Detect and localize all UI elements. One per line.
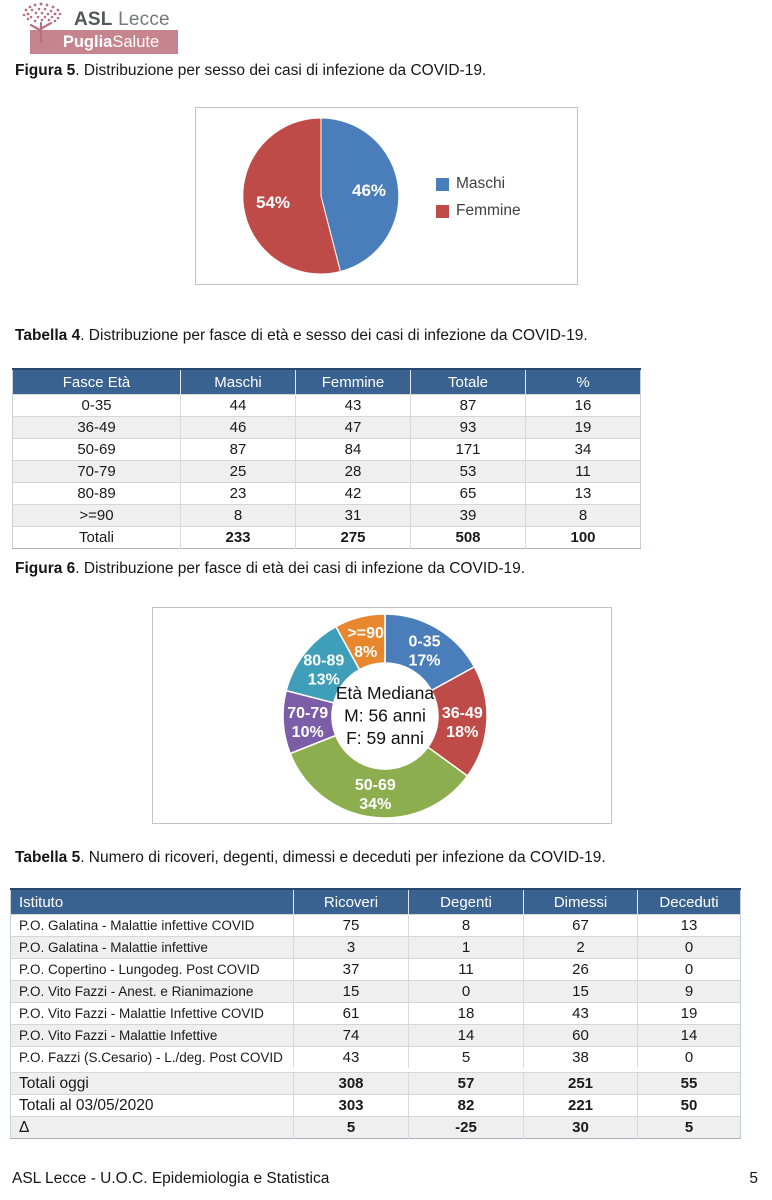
table-cell: 171	[411, 439, 526, 461]
table-cell: 93	[411, 417, 526, 439]
table-cell: P.O. Copertino - Lungodeg. Post COVID	[11, 959, 294, 981]
asl-text: ASL	[74, 9, 113, 30]
table-cell: 0	[638, 1047, 741, 1069]
totals-cell: 508	[411, 527, 526, 549]
table-cell: P.O. Vito Fazzi - Malattie Infettive	[11, 1025, 294, 1047]
table-cell: 34	[526, 439, 641, 461]
pie-data-label: 54%	[255, 193, 291, 213]
table-cell: 46	[181, 417, 296, 439]
age-distribution-donut	[153, 608, 611, 823]
figura5-pie-chart	[195, 107, 578, 285]
table-cell: 37	[294, 959, 409, 981]
table-cell: 15	[294, 981, 409, 1003]
table-cell: 19	[526, 417, 641, 439]
table-row	[11, 959, 741, 981]
table-row	[11, 1025, 741, 1047]
totals-cell: 275	[296, 527, 411, 549]
totals-cell: 303	[294, 1095, 409, 1117]
donut-data-label: 70-79 10%	[287, 704, 329, 741]
donut-center-text: M: 56 anni	[344, 705, 426, 726]
table-cell: 5	[409, 1047, 524, 1069]
table-cell: 42	[296, 483, 411, 505]
table-cell: 87	[181, 439, 296, 461]
totals-cell: 57	[409, 1073, 524, 1095]
legend-item	[436, 202, 521, 220]
table-row	[11, 981, 741, 1003]
table-cell: 47	[296, 417, 411, 439]
column-header: Fasce Età	[13, 369, 181, 395]
table-cell: 28	[296, 461, 411, 483]
table-cell: 44	[181, 395, 296, 417]
table-cell: 9	[638, 981, 741, 1003]
column-header: Totale	[411, 369, 526, 395]
totals-cell: 308	[294, 1073, 409, 1095]
tabella4-caption: Tabella 4. Distribuzione per fasce di età e sesso dei casi di infezione da COVID-19.	[15, 327, 588, 344]
totals-cell: 221	[524, 1095, 638, 1117]
table-cell: 0-35	[13, 395, 181, 417]
column-header: %	[526, 369, 641, 395]
legend-item	[436, 175, 521, 193]
table-cell: 16	[526, 395, 641, 417]
table-cell: 43	[294, 1047, 409, 1069]
table-cell: 0	[638, 959, 741, 981]
table-cell: 74	[294, 1025, 409, 1047]
table-cell: 61	[294, 1003, 409, 1025]
table-cell: 84	[296, 439, 411, 461]
table-cell: 8	[526, 505, 641, 527]
legend-swatch	[436, 205, 449, 218]
totals-cell: 30	[524, 1117, 638, 1139]
table-row	[11, 915, 741, 937]
table-row	[13, 483, 641, 505]
totals-cell: 50	[638, 1095, 741, 1117]
table-cell: 43	[296, 395, 411, 417]
table-row	[13, 461, 641, 483]
age-sex-table	[12, 368, 641, 549]
donut-data-label: 80-89 13%	[303, 652, 345, 689]
asl-lecce-wordmark	[74, 9, 170, 31]
totals-cell: 82	[409, 1095, 524, 1117]
lecce-text: Lecce	[118, 9, 170, 30]
legend-swatch	[436, 178, 449, 191]
column-header: Deceduti	[638, 889, 741, 915]
table-cell: 75	[294, 915, 409, 937]
table-row	[13, 395, 641, 417]
footer-text: ASL Lecce - U.O.C. Epidemiologia e Statistica	[12, 1170, 330, 1187]
table-cell: 26	[524, 959, 638, 981]
totals-row	[11, 1073, 741, 1095]
page-number: 5	[749, 1170, 758, 1187]
table-cell: 0	[638, 937, 741, 959]
table-cell: 13	[526, 483, 641, 505]
table-cell: 70-79	[13, 461, 181, 483]
figura6-donut-chart	[152, 607, 612, 824]
table-cell: 87	[411, 395, 526, 417]
table-cell: 65	[411, 483, 526, 505]
totals-cell: 5	[638, 1117, 741, 1139]
asl-lecce-logo	[12, 0, 212, 60]
table-cell: 50-69	[13, 439, 181, 461]
donut-center-text: Età Mediana	[335, 683, 435, 703]
hospitals-table	[10, 888, 741, 1139]
donut-center-text: F: 59 anni	[346, 728, 424, 748]
table-cell: 31	[296, 505, 411, 527]
table-row	[13, 505, 641, 527]
totals-cell: 233	[181, 527, 296, 549]
totals-cell: Totali oggi	[11, 1073, 294, 1095]
totals-row	[11, 1117, 741, 1139]
table-cell: 23	[181, 483, 296, 505]
totals-cell: 251	[524, 1073, 638, 1095]
table-cell: 43	[524, 1003, 638, 1025]
table-cell: 25	[181, 461, 296, 483]
table-row	[11, 937, 741, 959]
table-cell: 14	[638, 1025, 741, 1047]
totals-cell: Totali	[13, 527, 181, 549]
legend-label: Femmine	[456, 202, 521, 219]
totals-cell: 5	[294, 1117, 409, 1139]
column-header: Dimessi	[524, 889, 638, 915]
table-cell: P.O. Vito Fazzi - Malattie Infettive COVID	[11, 1003, 294, 1025]
table-cell: 3	[294, 937, 409, 959]
figura5-caption: Figura 5. Distribuzione per sesso dei casi di infezione da COVID-19.	[15, 62, 487, 79]
table-cell: 11	[409, 959, 524, 981]
table-cell: 18	[409, 1003, 524, 1025]
table-cell: 14	[409, 1025, 524, 1047]
donut-data-label: 0-35 17%	[408, 633, 441, 670]
totals-row	[11, 1095, 741, 1117]
table-row	[13, 417, 641, 439]
table-cell: P.O. Galatina - Malattie infettive	[11, 937, 294, 959]
table-row	[11, 1003, 741, 1025]
column-header: Femmine	[296, 369, 411, 395]
table-cell: 53	[411, 461, 526, 483]
table-cell: 1	[409, 937, 524, 959]
table-cell: 67	[524, 915, 638, 937]
column-header: Degenti	[409, 889, 524, 915]
figura6-caption: Figura 6. Distribuzione per fasce di età dei casi di infezione da COVID-19.	[15, 560, 526, 577]
table-cell: P.O. Fazzi (S.Cesario) - L./deg. Post COVID	[11, 1047, 294, 1069]
totals-cell: Totali al 03/05/2020	[11, 1095, 294, 1117]
table-cell: 15	[524, 981, 638, 1003]
table-cell: 13	[638, 915, 741, 937]
salute-text: Salute	[112, 32, 160, 51]
column-header: Maschi	[181, 369, 296, 395]
table-cell: 38	[524, 1047, 638, 1069]
table-cell: 60	[524, 1025, 638, 1047]
table-row	[11, 1047, 741, 1069]
table-cell: 19	[638, 1003, 741, 1025]
table-cell: P.O. Vito Fazzi - Anest. e Rianimazione	[11, 981, 294, 1003]
column-header: Ricoveri	[294, 889, 409, 915]
puglia-text: Puglia	[62, 32, 113, 51]
table-row	[13, 439, 641, 461]
column-header: Istituto	[11, 889, 294, 915]
totals-row	[13, 527, 641, 549]
legend-label: Maschi	[456, 175, 506, 192]
donut-data-label: 36-49 18%	[441, 704, 483, 741]
totals-cell: -25	[409, 1117, 524, 1139]
totals-cell: 55	[638, 1073, 741, 1095]
table-cell: >=90	[13, 505, 181, 527]
tabella5-caption: Tabella 5. Numero di ricoveri, degenti, dimessi e deceduti per infezione da COVID-19.	[15, 849, 606, 866]
pie-legend	[436, 175, 521, 220]
table-cell: 8	[409, 915, 524, 937]
asl-tree-icon	[16, 1, 66, 43]
table-cell: 11	[526, 461, 641, 483]
table-cell: 0	[409, 981, 524, 1003]
pie-data-label: 46%	[351, 180, 387, 200]
table-cell: P.O. Galatina - Malattie infettive COVID	[11, 915, 294, 937]
table-cell: 36-49	[13, 417, 181, 439]
donut-data-label: 50-69 34%	[354, 776, 396, 813]
table-cell: 39	[411, 505, 526, 527]
totals-cell: Δ	[11, 1117, 294, 1139]
table-cell: 80-89	[13, 483, 181, 505]
donut-data-label: >=90 8%	[347, 624, 384, 661]
totals-cell: 100	[526, 527, 641, 549]
table-cell: 2	[524, 937, 638, 959]
table-cell: 8	[181, 505, 296, 527]
